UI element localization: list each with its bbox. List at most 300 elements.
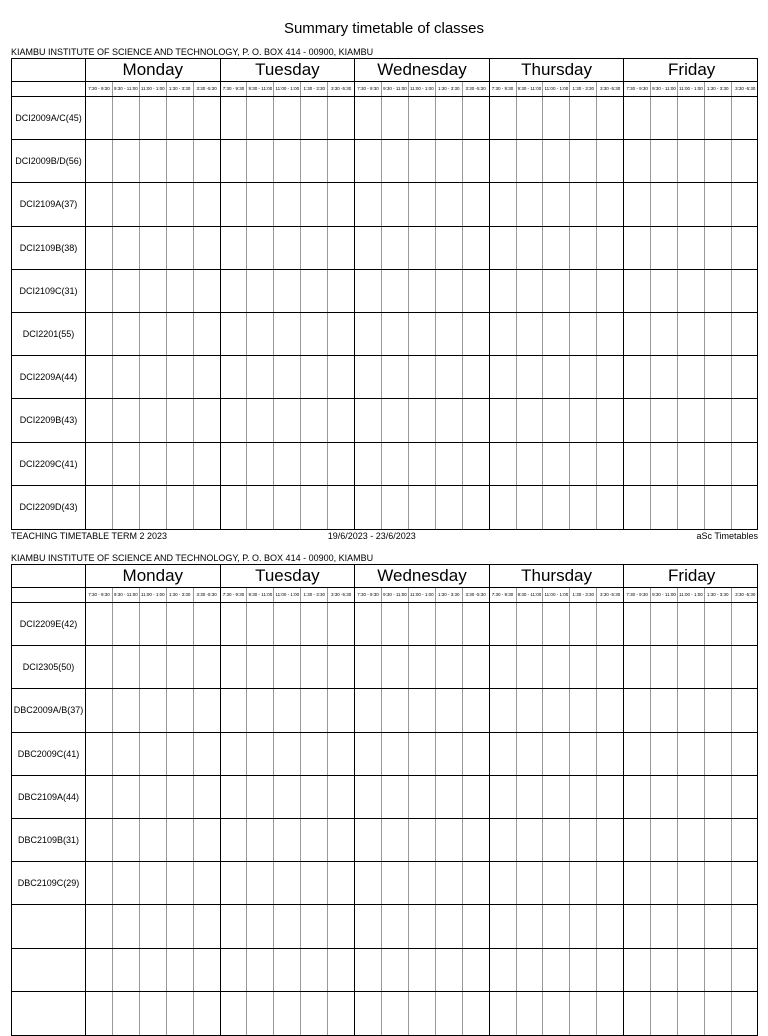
timetable-slot	[436, 733, 463, 775]
timetable-slot	[140, 313, 167, 355]
class-row	[12, 97, 757, 140]
timetable-slot	[624, 443, 651, 485]
timetable-slot	[624, 689, 651, 731]
class-row	[12, 313, 757, 356]
timetable-slot	[167, 733, 194, 775]
time-slot-label: 7:30 - 9:30	[624, 588, 651, 602]
time-slot-label: 1:30 - 3:30	[167, 588, 194, 602]
timetable-slot	[301, 97, 328, 139]
timetable-slot	[570, 97, 597, 139]
class-label: DBC2009C(41)	[12, 733, 86, 775]
timetable-slot	[194, 313, 221, 355]
timetable-slot	[463, 992, 490, 1035]
timetable-slot	[624, 819, 651, 861]
timetable-slot	[517, 689, 544, 731]
timetable-slot	[651, 227, 678, 269]
timetable-slot	[543, 646, 570, 688]
timetable-slot	[113, 992, 140, 1035]
timetable-slot	[301, 905, 328, 947]
timetable-slot	[624, 603, 651, 645]
timetable-slot	[732, 949, 759, 991]
timetable-slot	[301, 646, 328, 688]
timetable-slot	[167, 356, 194, 398]
timetable-slot	[301, 270, 328, 312]
timetable-slot	[490, 603, 517, 645]
timetable-slot	[517, 733, 544, 775]
timetable-slot	[490, 443, 517, 485]
timetable-slot	[678, 399, 705, 441]
timetable-slot	[409, 399, 436, 441]
timetable-slot	[221, 486, 248, 529]
timetable-slot	[651, 356, 678, 398]
timetable-slot	[597, 862, 624, 904]
timetable-slot	[570, 992, 597, 1035]
time-slot-label: 11:00 - 1:00	[140, 588, 167, 602]
timetable-slot	[167, 949, 194, 991]
timetable-slot	[678, 862, 705, 904]
timetable-slot	[355, 97, 382, 139]
timetable-slot	[517, 486, 544, 529]
time-slot-label: 11:00 - 1:00	[678, 82, 705, 96]
timetable-slot	[624, 949, 651, 991]
timetable-slot	[113, 646, 140, 688]
timetable-slot	[328, 313, 355, 355]
timetable-slot	[140, 733, 167, 775]
timetable-slot	[463, 862, 490, 904]
timetable-slot	[140, 227, 167, 269]
timetable-slot	[624, 270, 651, 312]
timetable-slot	[86, 603, 113, 645]
timetable-slot	[543, 486, 570, 529]
timetable-slot	[543, 313, 570, 355]
timetable-slot	[624, 97, 651, 139]
timetable-slot	[301, 819, 328, 861]
timetable-slot	[409, 97, 436, 139]
timetable-slot	[678, 689, 705, 731]
timetable-slot	[274, 776, 301, 818]
timetable-slot	[517, 227, 544, 269]
time-slot-label: 3:30 -5:30	[463, 82, 490, 96]
timetable-slot	[194, 227, 221, 269]
timetable-slot	[732, 270, 759, 312]
timetable-slot	[382, 646, 409, 688]
timetable-slot	[436, 443, 463, 485]
timetable-slot	[436, 270, 463, 312]
timetable-slot	[355, 183, 382, 225]
timetable-slot	[409, 486, 436, 529]
time-slot-label: 3:30 -5:30	[328, 82, 355, 96]
timetable-slot	[113, 949, 140, 991]
timetable-slot	[167, 443, 194, 485]
timetable-slot	[597, 486, 624, 529]
timetable-slot	[651, 949, 678, 991]
timetable-slot	[247, 646, 274, 688]
timetable-slot	[328, 97, 355, 139]
timetable-slot	[490, 905, 517, 947]
timetable-slot	[463, 646, 490, 688]
timetable-slot	[732, 443, 759, 485]
timetable-slot	[409, 646, 436, 688]
timetable-slot	[678, 776, 705, 818]
timetable-slot	[463, 227, 490, 269]
timetable-slot	[678, 603, 705, 645]
class-label: DBC2009A/B(37)	[12, 689, 86, 731]
timetable-slot	[328, 399, 355, 441]
timetable-slot	[382, 97, 409, 139]
timetable-slot	[140, 689, 167, 731]
class-row	[12, 689, 757, 732]
timetable-slot	[409, 992, 436, 1035]
timetable-slot	[651, 183, 678, 225]
timetable-slot	[732, 905, 759, 947]
day-header-friday: Friday	[668, 566, 716, 585]
timetable-slot	[490, 486, 517, 529]
timetable-slot	[113, 689, 140, 731]
timetable-slot	[705, 270, 732, 312]
timetable-slot	[355, 646, 382, 688]
footer-dates: 19/6/2023 - 23/6/2023	[327, 530, 416, 541]
timetable-slot	[221, 183, 248, 225]
time-slot-label: 11:00 - 1:00	[409, 588, 436, 602]
timetable-slot	[570, 949, 597, 991]
timetable-slot	[328, 270, 355, 312]
timetable-slot	[490, 97, 517, 139]
timetable-slot	[194, 689, 221, 731]
timetable-slot	[705, 97, 732, 139]
time-slot-label: 9:30 - 11:00	[247, 82, 274, 96]
timetable-slot	[221, 443, 248, 485]
timetable-slot	[463, 486, 490, 529]
timetable-slot	[732, 399, 759, 441]
timetable-slot	[328, 356, 355, 398]
class-row	[12, 646, 757, 689]
timetable-slot	[301, 313, 328, 355]
timetable-slot	[167, 183, 194, 225]
timetable-slot	[274, 356, 301, 398]
timetable-slot	[570, 819, 597, 861]
timetable-slot	[570, 399, 597, 441]
time-slot-label: 11:00 - 1:00	[274, 588, 301, 602]
timetable-slot	[140, 270, 167, 312]
timetable-slot	[517, 819, 544, 861]
timetable-slot	[221, 603, 248, 645]
timetable-slot	[355, 949, 382, 991]
time-slot-label: 3:30 -5:30	[194, 82, 221, 96]
institution-header: KIAMBU INSTITUTE OF SCIENCE AND TECHNOLOGY, P. O. BOX 414 - 00900, KIAMBU	[11, 47, 374, 57]
timetable-slot	[678, 356, 705, 398]
timetable-slot	[328, 227, 355, 269]
class-row	[12, 140, 757, 183]
timetable-slot	[247, 97, 274, 139]
timetable-slot	[167, 819, 194, 861]
timetable-slot	[247, 356, 274, 398]
timetable-slot	[140, 399, 167, 441]
timetable-slot	[247, 270, 274, 312]
timetable-slot	[651, 733, 678, 775]
timetable-slot	[624, 399, 651, 441]
timetable-slot	[517, 399, 544, 441]
timetable-slot	[436, 183, 463, 225]
timetable-slot	[382, 992, 409, 1035]
timetable-slot	[678, 486, 705, 529]
timetable-slot	[463, 603, 490, 645]
timetable-slot	[167, 97, 194, 139]
timetable-slot	[274, 97, 301, 139]
timetable-slot	[678, 313, 705, 355]
timetable-slot	[274, 227, 301, 269]
timetable-slot	[221, 270, 248, 312]
class-row	[12, 356, 757, 399]
timetable-slot	[328, 905, 355, 947]
timetable-slot	[194, 356, 221, 398]
class-label	[12, 949, 86, 991]
timetable-slot	[355, 443, 382, 485]
time-slot-label: 3:30 -5:30	[735, 592, 756, 597]
timetable-slot	[624, 140, 651, 182]
timetable-slot	[221, 949, 248, 991]
timetable-slot	[328, 486, 355, 529]
timetable-slot	[436, 97, 463, 139]
timetable-slot	[678, 227, 705, 269]
time-slot-label: 1:30 - 3:30	[301, 82, 328, 96]
timetable-slot	[113, 227, 140, 269]
class-label: DCI2209B(43)	[12, 399, 86, 441]
time-slot-label: 9:30 - 11:00	[517, 588, 544, 602]
timetable-slot	[732, 97, 759, 139]
timetable-slot	[301, 862, 328, 904]
timetable-slot	[301, 399, 328, 441]
timetable-slot	[624, 905, 651, 947]
timetable-slot	[355, 862, 382, 904]
timetable-slot	[597, 97, 624, 139]
time-slot-label: 11:00 - 1:00	[543, 588, 570, 602]
timetable-slot	[624, 227, 651, 269]
timetable-slot	[221, 905, 248, 947]
timetable-slot	[274, 183, 301, 225]
timetable-slot	[436, 486, 463, 529]
timetable-slot	[247, 603, 274, 645]
timetable-slot	[194, 183, 221, 225]
class-label: DCI2209C(41)	[12, 443, 86, 485]
timetable-slot	[301, 689, 328, 731]
timetable-slot	[463, 97, 490, 139]
timetable-slot	[732, 486, 759, 529]
timetable-slot	[678, 97, 705, 139]
timetable-slot	[732, 603, 759, 645]
timetable-slot	[86, 227, 113, 269]
timetable-slot	[274, 399, 301, 441]
timetable-slot	[490, 992, 517, 1035]
timetable-slot	[597, 733, 624, 775]
timetable-slot	[436, 646, 463, 688]
timetable-slot	[436, 603, 463, 645]
timetable-slot	[86, 992, 113, 1035]
timetable-slot	[247, 733, 274, 775]
class-label	[12, 905, 86, 947]
time-slot-label: 7:30 - 9:30	[86, 588, 113, 602]
timetable-slot	[651, 486, 678, 529]
timetable-slot	[517, 646, 544, 688]
timetable-slot	[517, 992, 544, 1035]
timetable-slot	[221, 992, 248, 1035]
timetable-slot	[543, 227, 570, 269]
timetable-slot	[247, 949, 274, 991]
timetable-slot	[86, 183, 113, 225]
timetable-slot	[436, 862, 463, 904]
timetable-slot	[543, 689, 570, 731]
timetable-slot	[382, 819, 409, 861]
timetable-slot	[624, 862, 651, 904]
timetable-slot	[113, 819, 140, 861]
timetable-slot	[409, 819, 436, 861]
time-slot-label: 1:30 - 3:30	[436, 82, 463, 96]
timetable-slot	[194, 776, 221, 818]
timetable-slot	[247, 443, 274, 485]
timetable-slot	[167, 399, 194, 441]
timetable-slot	[274, 486, 301, 529]
time-slot-label: 3:30 -5:30	[328, 588, 355, 602]
timetable-slot	[490, 356, 517, 398]
timetable-slot	[382, 356, 409, 398]
timetable-slot	[113, 356, 140, 398]
timetable-slot	[301, 949, 328, 991]
timetable-slot	[221, 646, 248, 688]
timetable-slot	[624, 313, 651, 355]
timetable-slot	[543, 356, 570, 398]
timetable-slot	[113, 270, 140, 312]
timetable-slot	[597, 140, 624, 182]
timetable-slot	[274, 949, 301, 991]
timetable-slot	[409, 905, 436, 947]
timetable-slot	[732, 646, 759, 688]
timetable-slot	[194, 905, 221, 947]
timetable-slot	[113, 183, 140, 225]
timetable-slot	[705, 949, 732, 991]
timetable-slot	[490, 646, 517, 688]
timetable-slot	[517, 862, 544, 904]
timetable-slot	[705, 603, 732, 645]
day-header-monday: Monday	[86, 59, 221, 81]
timetable-slot	[409, 313, 436, 355]
timetable-slot	[221, 689, 248, 731]
page-footer	[11, 530, 758, 542]
corner-cell	[12, 588, 86, 602]
time-slot-label: 1:30 - 3:30	[436, 588, 463, 602]
timetable-slot	[543, 992, 570, 1035]
timetable-slot	[409, 140, 436, 182]
timetable-slot	[194, 486, 221, 529]
timetable-slot	[86, 862, 113, 904]
timetable-slot	[705, 486, 732, 529]
timetable-slot	[140, 905, 167, 947]
class-row	[12, 443, 757, 486]
timetable-slot	[113, 313, 140, 355]
timetable-slot	[167, 689, 194, 731]
timetable-slot	[355, 313, 382, 355]
timetable-slot	[86, 399, 113, 441]
timetable-slot	[463, 399, 490, 441]
time-slot-label: 1:30 - 3:30	[167, 82, 194, 96]
timetable-slot	[86, 140, 113, 182]
timetable-slot	[517, 949, 544, 991]
day-header-thursday: Thursday	[490, 565, 625, 587]
day-header-monday: Monday	[86, 565, 221, 587]
timetable-slot	[570, 603, 597, 645]
timetable-slot	[113, 905, 140, 947]
class-label	[12, 992, 86, 1035]
class-row	[12, 819, 757, 862]
timetable-slot	[194, 270, 221, 312]
timetable-slot	[221, 227, 248, 269]
timetable-slot	[86, 356, 113, 398]
timetable-slot	[355, 689, 382, 731]
timetable-slot	[678, 646, 705, 688]
timetable-slot	[732, 140, 759, 182]
timetable-slot	[140, 603, 167, 645]
timetable-slot	[274, 733, 301, 775]
timetable-slot	[490, 313, 517, 355]
timetable-slot	[274, 905, 301, 947]
time-slot-label: 9:30 - 11:00	[247, 588, 274, 602]
timetable-slot	[140, 776, 167, 818]
timetable-slot	[570, 443, 597, 485]
timetable-slot	[86, 905, 113, 947]
class-label: DCI2209E(42)	[12, 603, 86, 645]
time-slot-label: 9:30 - 11:00	[382, 82, 409, 96]
time-slot-label: 11:00 - 1:00	[543, 82, 570, 96]
timetable-slot	[597, 183, 624, 225]
timetable-slot	[382, 689, 409, 731]
timetable-slot	[732, 356, 759, 398]
timetable-slot	[705, 140, 732, 182]
timetable-slot	[463, 949, 490, 991]
timetable-slot	[86, 486, 113, 529]
timetable-slot	[705, 819, 732, 861]
timetable-slot	[543, 183, 570, 225]
timetable-slot	[113, 140, 140, 182]
timetable-slot	[570, 183, 597, 225]
timetable-slot	[409, 270, 436, 312]
timetable-slot	[678, 949, 705, 991]
class-label: DBC2109B(31)	[12, 819, 86, 861]
timetable-slot	[86, 689, 113, 731]
timetable-slot	[597, 603, 624, 645]
time-slot-label: 1:30 - 3:30	[570, 588, 597, 602]
timetable-slot	[274, 270, 301, 312]
timetable-slot	[543, 819, 570, 861]
timetable-slot	[678, 443, 705, 485]
timetable-slot	[570, 313, 597, 355]
timetable-slot	[624, 183, 651, 225]
timetable-slot	[221, 776, 248, 818]
timetable-slot	[463, 183, 490, 225]
day-header-thursday: Thursday	[490, 59, 625, 81]
timetable-slot	[247, 486, 274, 529]
timetable-slot	[382, 399, 409, 441]
timetable-slot	[301, 733, 328, 775]
timetable-slot	[355, 140, 382, 182]
timetable-slot	[301, 356, 328, 398]
timetable-slot	[140, 949, 167, 991]
timetable-slot	[167, 992, 194, 1035]
timetable-slot	[355, 486, 382, 529]
time-slot-label: 9:30 - 11:00	[113, 588, 140, 602]
timetable-slot	[382, 183, 409, 225]
timetable-slot	[463, 733, 490, 775]
class-row	[12, 733, 757, 776]
timetable-slot	[624, 486, 651, 529]
timetable-slot	[651, 97, 678, 139]
